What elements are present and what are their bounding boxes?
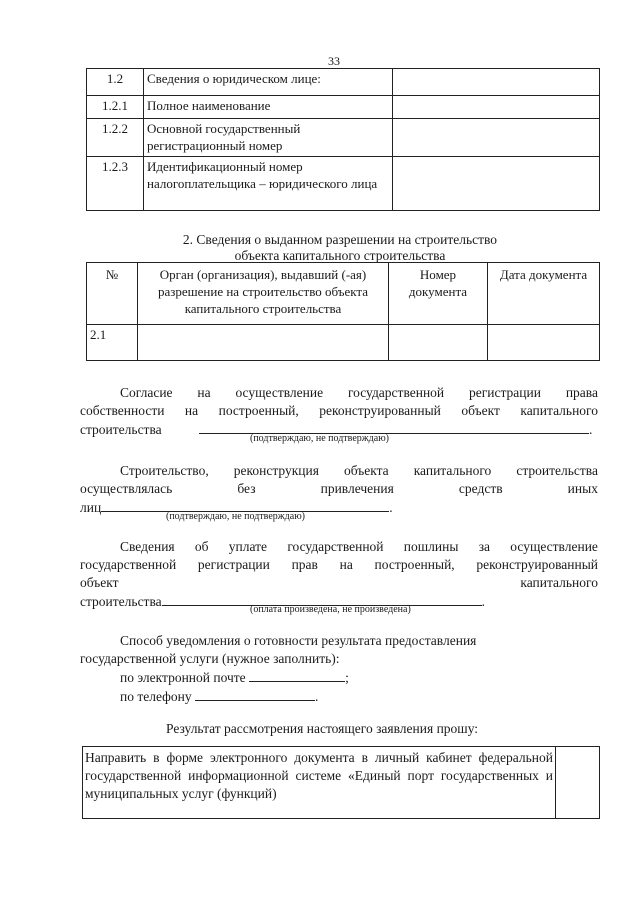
construction-paragraph bbox=[80, 462, 598, 517]
column-header: Дата документа bbox=[488, 263, 600, 325]
row-number: 1.2 bbox=[87, 69, 144, 96]
column-header: № bbox=[87, 263, 138, 325]
row-number: 1.2.1 bbox=[87, 96, 144, 119]
paragraph-line: Способ уведомления о готовности результата предоставления bbox=[120, 633, 477, 648]
document-number-cell[interactable] bbox=[389, 325, 488, 361]
paragraph-line: строительства . bbox=[80, 422, 593, 437]
section-title-line: объекта капитального строительства bbox=[234, 248, 446, 263]
value-cell[interactable] bbox=[393, 119, 600, 157]
row-number: 1.2.3 bbox=[87, 157, 144, 211]
table-row bbox=[87, 119, 600, 157]
paragraph-line: Строительство, реконструкция объекта капитального строительства bbox=[120, 463, 598, 478]
result-option-checkbox[interactable] bbox=[556, 747, 600, 819]
legal-entity-table bbox=[86, 68, 600, 211]
table-row bbox=[83, 747, 600, 819]
paragraph-line: лиц . bbox=[80, 500, 393, 515]
row-label: Основной государственный регистрационный номер bbox=[144, 119, 393, 157]
paragraph-line: государственной услуги (нужное заполнить): bbox=[80, 651, 340, 666]
row-number: 2.1 bbox=[87, 325, 138, 361]
result-table bbox=[82, 746, 600, 819]
paragraph-line: Сведения об уплате государственной пошлины за осуществление bbox=[120, 539, 598, 554]
result-title: Результат рассмотрения настоящего заявления прошу: bbox=[166, 721, 479, 736]
consent-paragraph bbox=[80, 384, 598, 439]
construction-fill-line[interactable] bbox=[101, 498, 389, 512]
fee-hint: (оплата произведена, не произведена) bbox=[250, 604, 411, 615]
row-number: 1.2.2 bbox=[87, 119, 144, 157]
email-line: по электронной почте ; bbox=[120, 670, 349, 685]
table-row bbox=[87, 96, 600, 119]
consent-fill-line[interactable] bbox=[199, 420, 589, 434]
paragraph-line: Согласие на осуществление государственной регистрации права bbox=[120, 385, 598, 400]
row-label: Сведения о юридическом лице: bbox=[144, 69, 393, 96]
paragraph-line: осуществлялась без привлечения средств иных bbox=[80, 481, 598, 496]
organ-cell[interactable] bbox=[138, 325, 389, 361]
row-label: Полное наименование bbox=[144, 96, 393, 119]
notification-paragraph bbox=[80, 632, 598, 706]
consent-hint: (подтверждаю, не подтверждаю) bbox=[250, 433, 390, 444]
value-cell[interactable] bbox=[393, 157, 600, 211]
table-row bbox=[87, 325, 600, 361]
column-header: Орган (организация), выдавший (-ая) разрешение на строительство объекта капитального строительства bbox=[138, 263, 389, 325]
permit-table bbox=[86, 262, 600, 361]
table-row bbox=[87, 69, 600, 96]
phone-line: по телефону . bbox=[120, 689, 319, 704]
result-option-text: Направить в форме электронного документа в личный кабинет федеральной государственной информационной системе «Единый порт государственных и муниципальных услуг (функций) bbox=[83, 747, 556, 819]
table-row bbox=[87, 157, 600, 211]
paragraph-line: объект капитального bbox=[80, 575, 598, 590]
column-header: Номер документа bbox=[389, 263, 488, 325]
table-header-row bbox=[87, 263, 600, 325]
fee-paragraph bbox=[80, 538, 598, 611]
section-2-title bbox=[120, 232, 560, 264]
paragraph-line: собственности на построенный, реконструированный объект капитального bbox=[80, 403, 598, 418]
construction-hint: (подтверждаю, не подтверждаю) bbox=[166, 511, 306, 522]
value-cell[interactable] bbox=[393, 96, 600, 119]
email-fill-line[interactable] bbox=[249, 668, 345, 682]
paragraph-line: государственной регистрации прав на построенный, реконструированный bbox=[80, 557, 598, 572]
document-date-cell[interactable] bbox=[488, 325, 600, 361]
value-cell[interactable] bbox=[393, 69, 600, 96]
page-number: 33 bbox=[328, 54, 340, 68]
phone-fill-line[interactable] bbox=[195, 687, 315, 701]
row-label: Идентификационный номер налогоплательщика – юридического лица bbox=[144, 157, 393, 211]
paragraph-line: строительства . bbox=[80, 594, 486, 609]
section-title-line: 2. Сведения о выданном разрешении на строительство bbox=[182, 232, 498, 247]
